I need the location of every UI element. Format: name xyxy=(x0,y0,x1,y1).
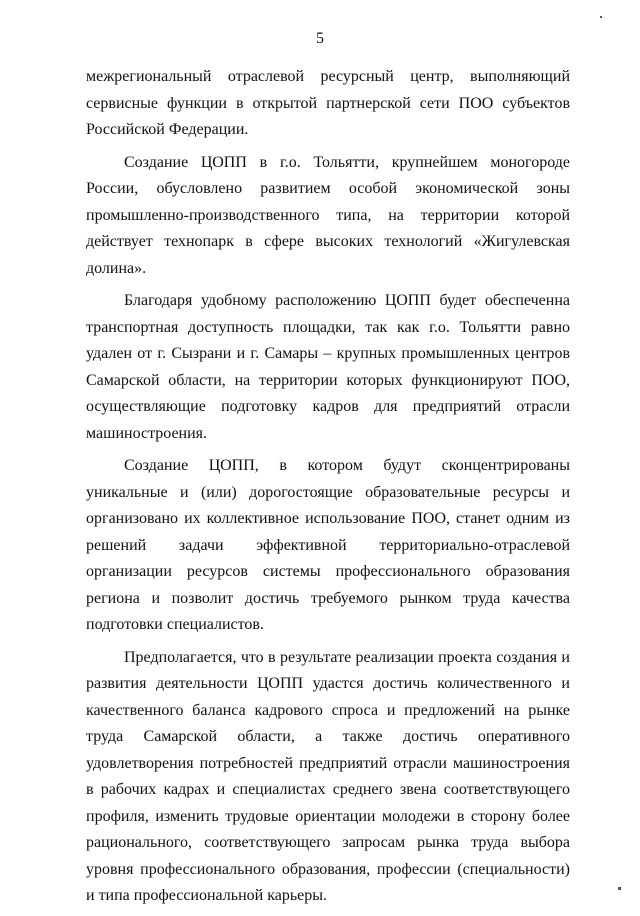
document-body xyxy=(86,64,570,916)
paragraph-5: Предполагается, что в результате реализации проекта создания и развития деятельности ЦОПП удастся достичь количественного и качественного баланса кадрового спроса и предложений на рынке труда Самарской области, а также достичь оперативного удовлетворения потребностей предприятий отрасли машиностроения в рабочих кадрах и специалистах среднего звена соответствующего профиля, изменить трудовые ориентации молодежи в сторону более рационального, соответствующего запросам рынка труда выбора уровня профессионального образования, профессии (специальности) и типа профессиональной карьеры. xyxy=(86,648,570,904)
paragraph-4: Создание ЦОПП, в котором будут сконцентрированы уникальные и (или) дорогостоящие образовательные ресурсы и организовано их коллективное использование ПОО, станет одним из решений задачи эффективной территориально-отраслевой организации ресурсов системы профессионального образования региона и позволит достичь требуемого рынком труда качества подготовки специалистов. xyxy=(86,457,570,633)
paragraph-3: Благодаря удобному расположению ЦОПП будет обеспеченна транспортная доступность площадки, так как г.о. Тольятти равно удален от г. Сызрани и г. Самары – крупных промышленных центров Самарской области, на территории которых функционируют ПОО, осуществляющие подготовку кадров для предприятий отрасли машиностроения. xyxy=(86,292,570,442)
paragraph-1: межрегиональный отраслевой ресурсный центр, выполняющий сервисные функции в открытой партнерской сети ПОО субъектов Российской Федерации. xyxy=(86,68,570,138)
paragraph-2: Создание ЦОПП в г.о. Тольятти, крупнейшем моногороде России, обусловлено развитием особой экономической зоны промышленно-производственного типа, на территории которой действует технопарк в сфере высоких технологий «Жигулевская долина». xyxy=(86,153,570,277)
scan-speck xyxy=(618,887,621,890)
page-number: 5 xyxy=(316,30,324,47)
scan-speck xyxy=(600,16,602,18)
